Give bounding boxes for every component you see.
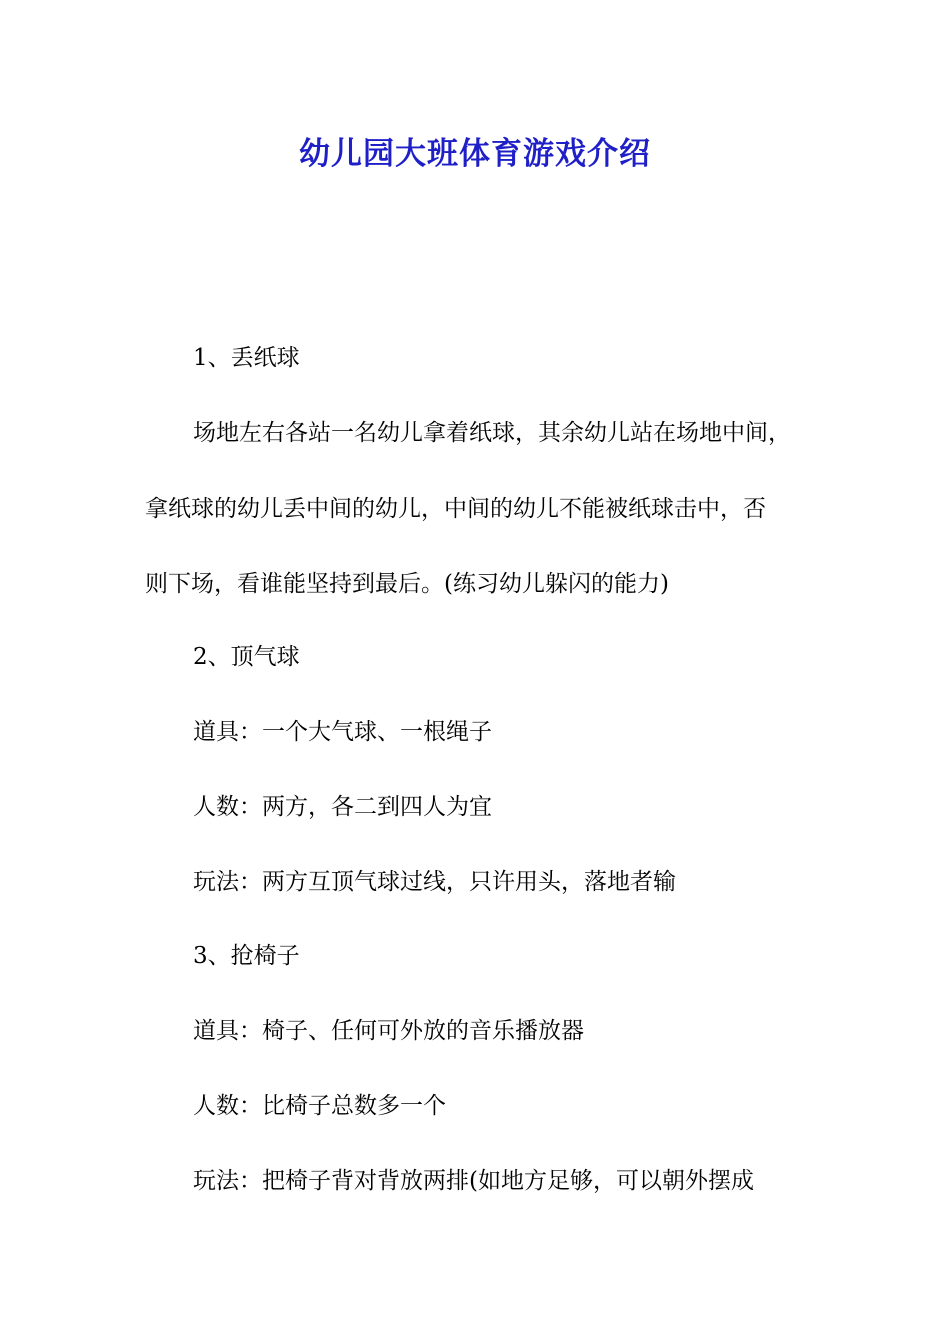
paragraph-line: 人数：两方，各二到四人为宜 [193, 794, 492, 820]
paragraph-line: 拿纸球的幼儿丢中间的幼儿，中间的幼儿不能被纸球击中，否 [145, 496, 766, 522]
paragraph-line: 道具：一个大气球、一根绳子 [193, 719, 492, 745]
paragraph-line: 人数：比椅子总数多一个 [193, 1093, 446, 1119]
paragraph-line: 玩法：把椅子背对背放两排(如地方足够，可以朝外摆成 [193, 1168, 754, 1194]
page-title: 幼儿园大班体育游戏介绍 [299, 136, 651, 172]
paragraph-line: 场地左右各站一名幼儿拿着纸球，其余幼儿站在场地中间， [193, 420, 791, 446]
paragraph-line: 则下场，看谁能坚持到最后。(练习幼儿躲闪的能力) [145, 571, 669, 597]
section-heading-3: 3、抢椅子 [193, 943, 300, 969]
paragraph-line: 道具：椅子、任何可外放的音乐播放器 [193, 1018, 584, 1044]
paragraph-line: 玩法：两方互顶气球过线，只许用头，落地者输 [193, 869, 676, 895]
section-heading-1: 1、丢纸球 [193, 345, 300, 371]
section-heading-2: 2、顶气球 [193, 644, 300, 670]
